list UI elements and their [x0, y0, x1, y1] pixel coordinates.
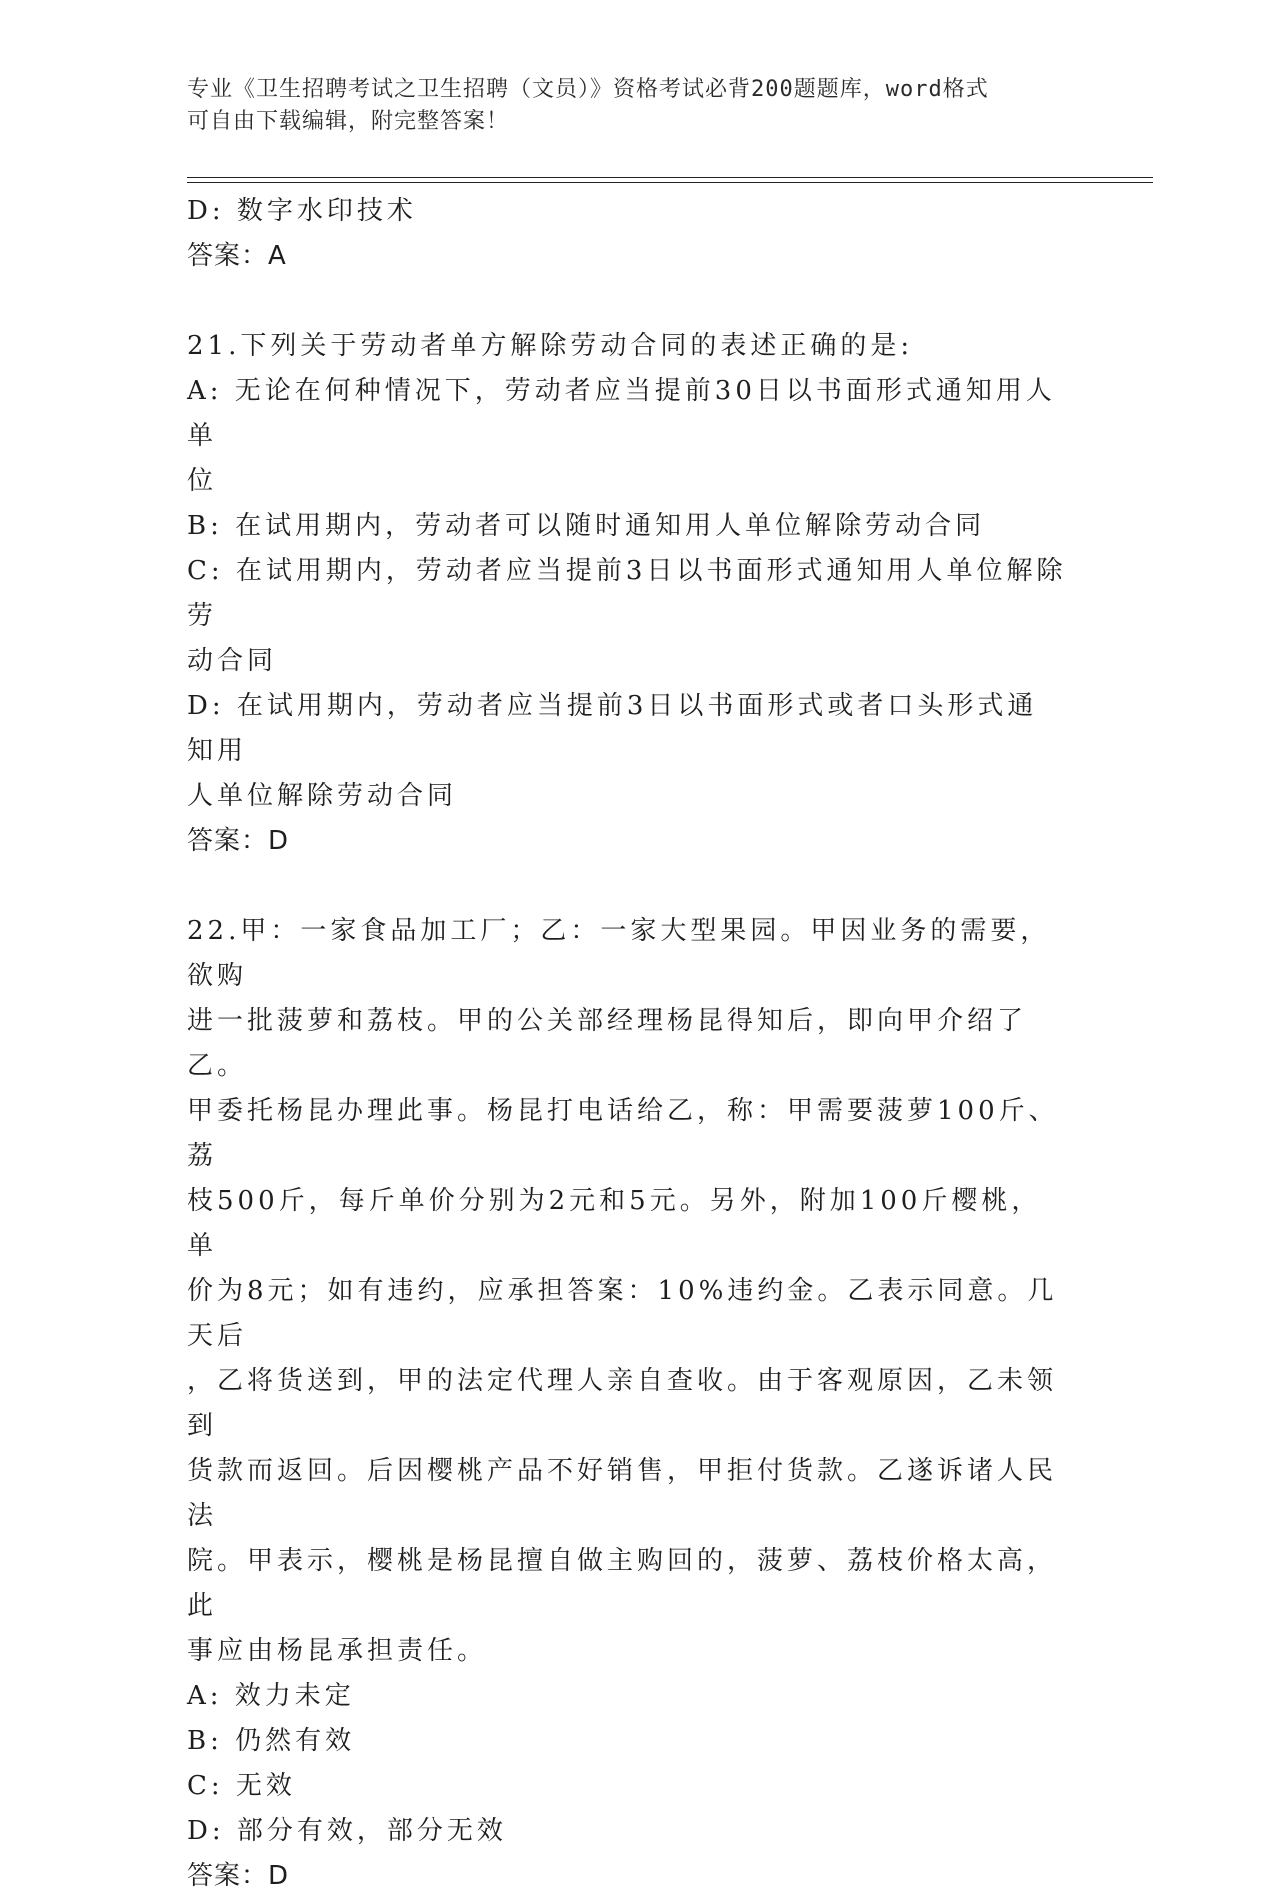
- header-divider-top: [187, 177, 1153, 178]
- question-stem-continued: 甲委托杨昆办理此事。杨昆打电话给乙，称：甲需要菠萝100斤、荔: [187, 1096, 1059, 1171]
- option-c: C: 无效: [187, 1771, 296, 1801]
- option-d-continued: 人单位解除劳动合同: [187, 781, 458, 811]
- answer-line: 答案：A: [187, 241, 287, 271]
- page-header: [187, 74, 1067, 138]
- question-stem-continued: 进一批菠萝和荔枝。甲的公关部经理杨昆得知后，即向甲介绍了乙。: [187, 1006, 1028, 1081]
- question-stem-continued: 货款而返回。后因樱桃产品不好销售，甲拒付货款。乙遂诉诸人民法: [187, 1456, 1058, 1531]
- option-c: C: 在试用期内，劳动者应当提前3日以书面形式通知用人单位解除劳: [187, 556, 1067, 631]
- question-stem-continued: 枝500斤，每斤单价分别为2元和5元。另外，附加100斤樱桃，单: [187, 1186, 1042, 1261]
- answer-line: 答案：D: [187, 826, 290, 856]
- option-a: A: 效力未定: [187, 1681, 355, 1711]
- question-stem-continued: 价为8元；如有违约，应承担答案：10%违约金。乙表示同意。几天后: [187, 1276, 1058, 1351]
- option-c-continued: 动合同: [187, 646, 278, 676]
- option-a: A: 无论在何种情况下，劳动者应当提前30日以书面形式通知用人单: [187, 376, 1056, 451]
- option-d: D: 在试用期内，劳动者应当提前3日以书面形式或者口头形式通知用: [187, 691, 1038, 766]
- spacer: [187, 279, 1067, 324]
- question-stem-continued: 事应由杨昆承担责任。: [187, 1636, 488, 1666]
- question-stem: 22.甲：一家食品加工厂；乙：一家大型果园。甲因业务的需要，欲购: [187, 916, 1051, 991]
- question-stem-continued: ，乙将货送到，甲的法定代理人亲自查收。由于客观原因，乙未领到: [187, 1366, 1058, 1441]
- option-b: B: 在试用期内，劳动者可以随时通知用人单位解除劳动合同: [187, 511, 986, 541]
- header-divider-bottom: [187, 182, 1153, 183]
- option-a-continued: 位: [187, 466, 218, 496]
- answer-line: 答案：D: [187, 1861, 290, 1891]
- header-title-line-2: 可自由下载编辑，附完整答案！: [187, 109, 510, 134]
- question-stem: 21.下列关于劳动者单方解除劳动合同的表述正确的是:: [187, 331, 914, 361]
- option-d: D: 部分有效，部分无效: [187, 1816, 507, 1846]
- header-title-line-1: 专业《卫生招聘考试之卫生招聘（文员）》资格考试必背200题题库，word格式: [187, 77, 989, 102]
- spacer: [187, 864, 1067, 909]
- document-body: [187, 189, 1067, 1899]
- option-b: B: 仍然有效: [187, 1726, 356, 1756]
- option-d: D: 数字水印技术: [187, 196, 417, 226]
- question-stem-continued: 院。甲表示，樱桃是杨昆擅自做主购回的，菠萝、荔枝价格太高，此: [187, 1546, 1058, 1621]
- previous-question: [187, 189, 1067, 279]
- question-21: [187, 324, 1067, 864]
- question-22: [187, 909, 1067, 1899]
